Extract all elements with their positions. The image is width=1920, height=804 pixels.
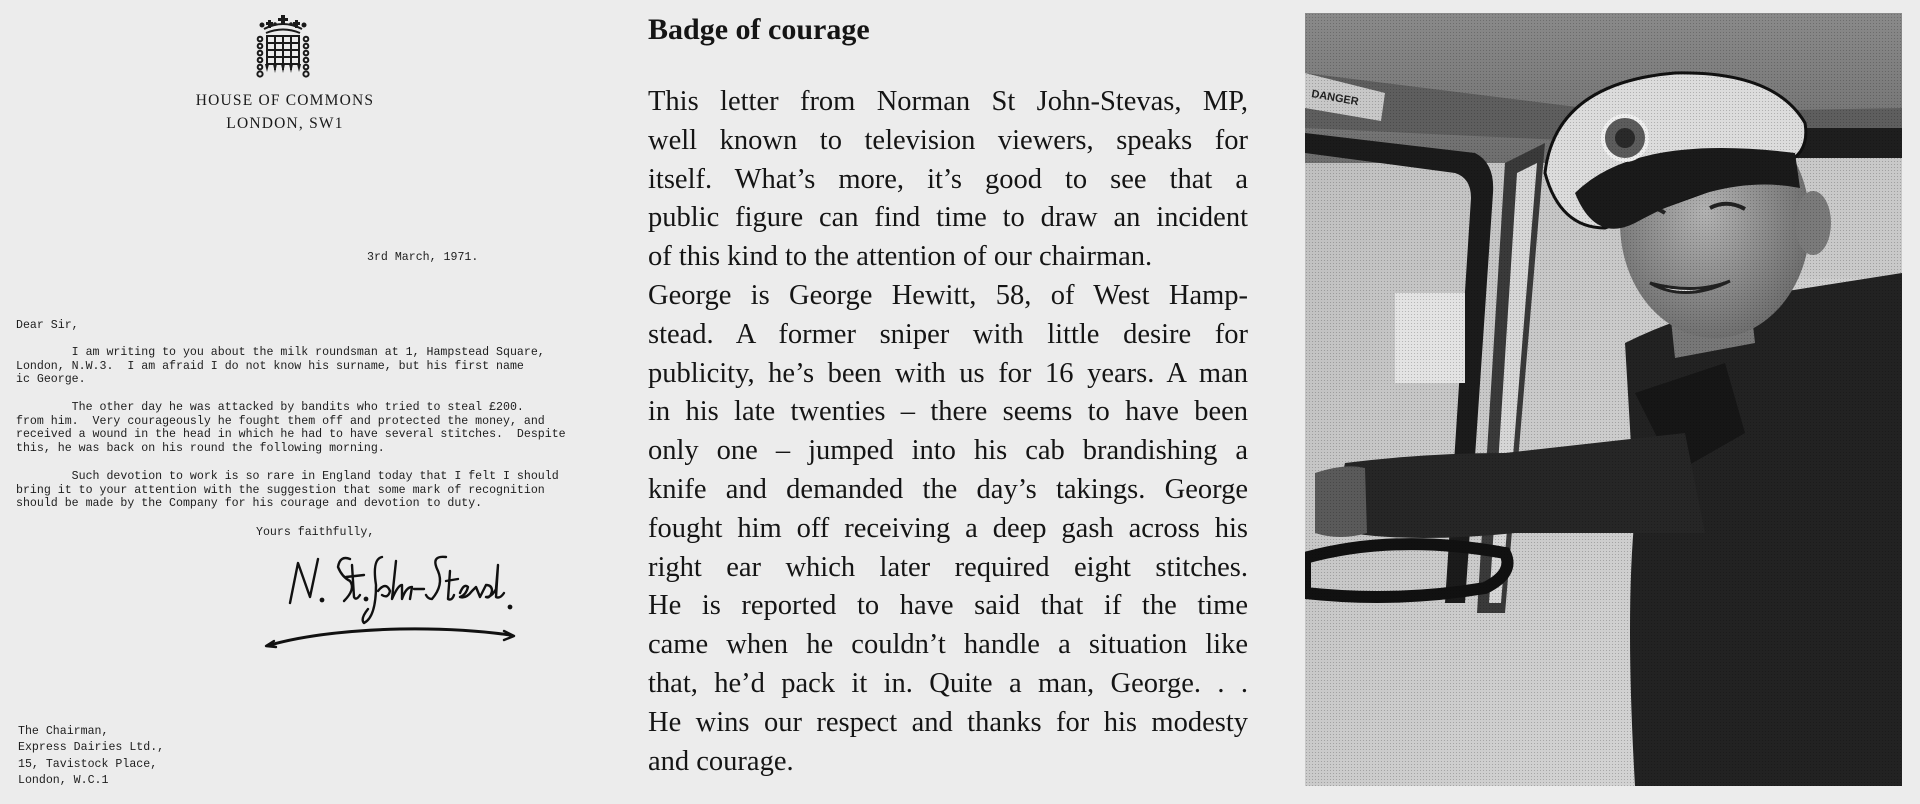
handwritten-signature — [260, 545, 520, 650]
article-line: stead. A former sniper with little desire for — [648, 318, 1248, 350]
text-line: should be made by the Company for his courage and devotion to duty. — [16, 497, 483, 511]
photo-illustration — [1305, 13, 1902, 786]
article-line: that, he’d pack it in. Quite a man, George. . . — [648, 667, 1248, 699]
letterhead-title: HOUSE OF COMMONS — [195, 92, 375, 109]
text-line: received a wound in the head in which he had to have several stitches. Despite — [16, 428, 566, 442]
article-line: and courage. — [648, 745, 794, 777]
article-line: He is reported to have said that if the time — [648, 590, 1248, 622]
article-line: of this kind to the attention of our chairman. — [648, 241, 1153, 273]
letter-salutation: Dear Sir, — [16, 319, 79, 332]
text-line: this, he was back on his round the following morning. — [16, 441, 385, 455]
letter-closing: Yours faithfully, — [256, 526, 375, 539]
article-line: right ear which later required eight stitches. — [648, 551, 1248, 583]
article-line: came when he couldn’t handle a situation like — [648, 629, 1248, 661]
article-body — [648, 83, 1248, 781]
article-line: well known to television viewers, speaks for — [648, 124, 1248, 156]
address-line: The Chairman, — [18, 725, 109, 738]
letter-paragraph-2 — [16, 401, 566, 455]
text-line: Such devotion to work is so rare in England today that I felt I should — [16, 470, 559, 483]
address-line: 15, Tavistock Place, — [18, 757, 158, 771]
letter-date: 3rd March, 1971. — [367, 251, 479, 264]
article-line: He wins our respect and thanks for his modesty — [648, 706, 1248, 738]
text-line: The other day he was attacked by bandits who tried to steal £200. — [16, 401, 524, 414]
article-line: only one – jumped into his cab brandishing a — [648, 435, 1248, 467]
letterhead-address: LONDON, SW1 — [226, 115, 344, 132]
article-line: This letter from Norman St John-Stevas, MP, — [648, 86, 1248, 117]
article-line: itself. What’s more, it’s good to see that a — [648, 163, 1248, 195]
portcullis-crest-icon — [256, 15, 310, 79]
article-line: knife and demanded the day’s takings. George — [648, 473, 1248, 505]
address-line: Express Dairies Ltd., — [18, 741, 165, 755]
text-line: from him. Very courageously he fought them off and protected the money, and — [16, 414, 545, 428]
article-line: publicity, he’s been with us for 16 years. A man — [648, 357, 1248, 389]
letter — [0, 0, 600, 804]
letter-paragraph-3 — [16, 470, 559, 511]
roundsman-photo — [1305, 13, 1902, 786]
article-line: public figure can find time to draw an incident — [648, 202, 1248, 234]
address-line: London, W.C.1 — [18, 773, 109, 787]
text-line: ic George. — [16, 373, 86, 387]
article-line: in his late twenties – there seems to have been — [648, 396, 1248, 428]
text-line: bring it to your attention with the suggestion that some mark of recognition — [16, 483, 545, 497]
article-title: Badge of courage — [648, 13, 870, 46]
text-line: London, N.W.3. I am afraid I do not know his surname, but his first name — [16, 359, 524, 373]
text-line: I am writing to you about the milk roundsman at 1, Hampstead Square, — [16, 346, 545, 359]
article-line: fought him off receiving a deep gash across his — [648, 512, 1248, 544]
article-line: George is George Hewitt, 58, of West Hamp- — [648, 279, 1248, 311]
letter-paragraph-1 — [16, 346, 545, 387]
recipient-address — [18, 724, 164, 789]
